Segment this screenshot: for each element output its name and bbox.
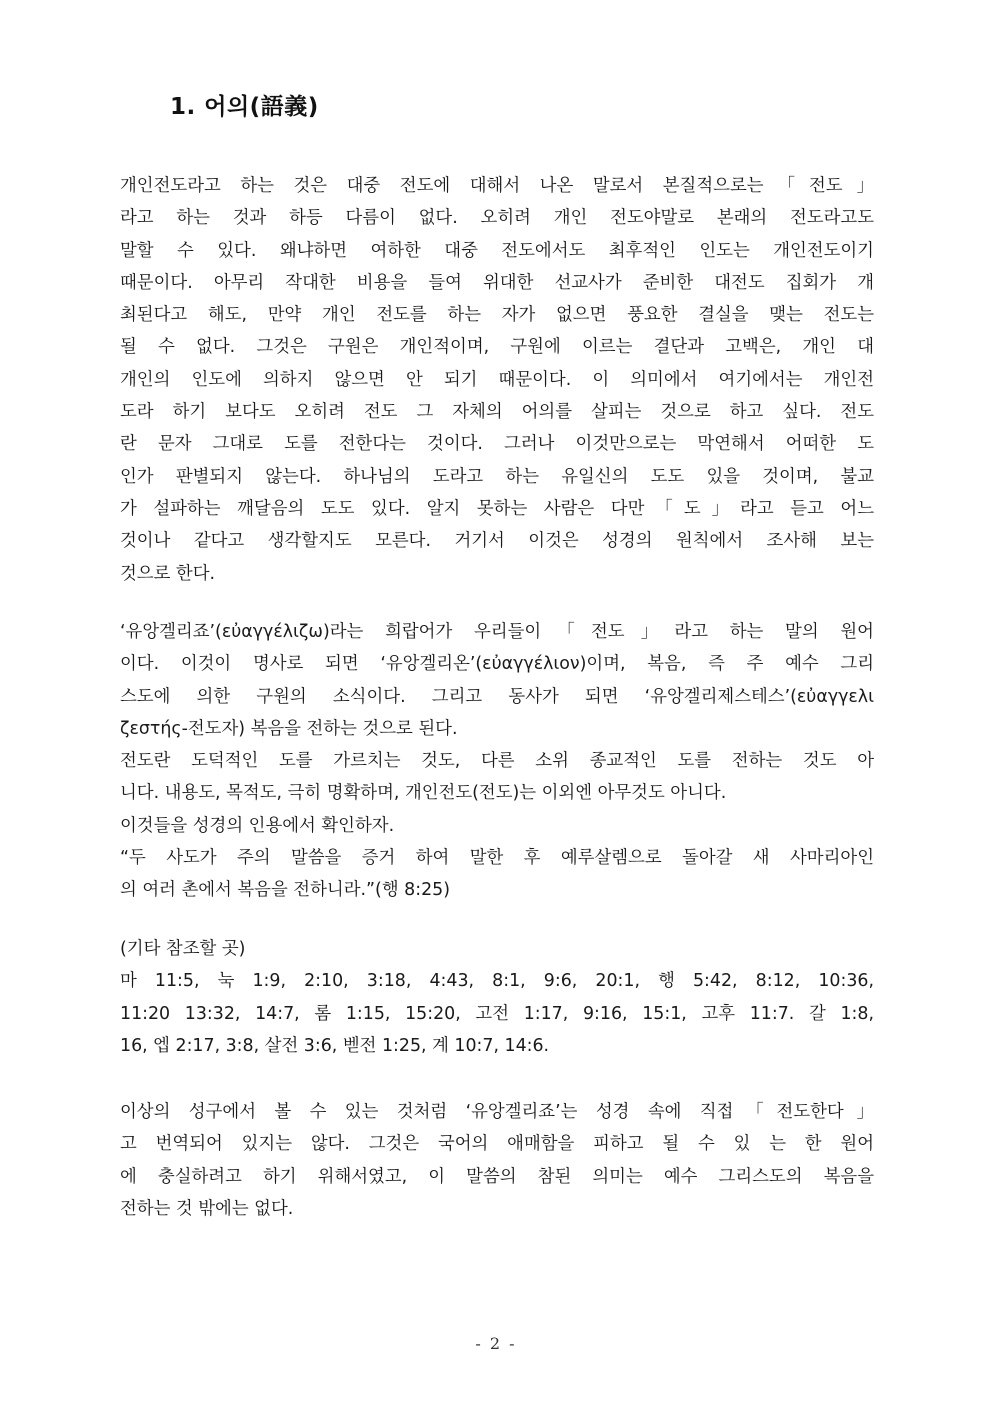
text-line: 16, 엡 2:17, 3:8, 살전 3:6, 벧전 1:25, 계 10:7, 14:6. <box>120 1035 550 1056</box>
text-line: 될 수 없다. 그것은 구원은 개인적이며, 구원에 이르는 결단과 고백은, 개인 대 <box>120 337 874 358</box>
text-line: 가 설파하는 깨달음의 도도 있다. 알지 못하는 사람은 다만「도」라고 듣고 어느 <box>120 498 874 519</box>
paragraph-references <box>120 933 874 1062</box>
text-line: 개인전도라고 하는 것은 대중 전도에 대해서 나온 말로서 본질적으로는「전도」 <box>120 176 874 196</box>
section-title: 1. 어의(語義) <box>170 94 319 120</box>
text-line: ζεστής-전도자) 복음을 전하는 것으로 된다. <box>120 718 458 739</box>
paragraph-definition <box>120 170 874 590</box>
text-line: 이다. 이것이 명사로 되면 ‘유앙겔리온’(εὐαγγέλιον)이며, 복음, 즉 주 예수 그리 <box>120 654 874 675</box>
text-line: 것으로 한다. <box>120 563 216 584</box>
text-line: 때문이다. 아무리 작대한 비용을 들여 위대한 선교사가 준비한 대전도 집회가 개 <box>120 272 874 293</box>
text-line: 고 번역되어 있지는 않다. 그것은 국어의 애매함을 피하고 될 수 있 는 한 원어 <box>120 1134 874 1155</box>
text-line: 개인의 인도에 의하지 않으면 안 되기 때문이다. 이 의미에서 여기에서는 개인전 <box>120 369 874 390</box>
text-line: “두 사도가 주의 말씀을 증거 하여 말한 후 예루살렘으로 돌아갈 새 사마리아인 <box>120 848 874 869</box>
text-line: 말할 수 있다. 왜냐하면 여하한 대중 전도에서도 최후적인 인도는 개인전도이기 <box>120 240 874 261</box>
text-line: 의 여러 촌에서 복음을 전하니라.”(행 8:25) <box>120 880 450 901</box>
paragraph-greek-term <box>120 616 874 907</box>
text-line: (기타 참조할 곳) <box>120 939 246 959</box>
text-line: 란 문자 그대로 도를 전한다는 것이다. 그러나 이것만으로는 막연해서 어떠한 도 <box>120 434 874 455</box>
text-line: 스도에 의한 구원의 소식이다. 그리고 동사가 되면 ‘유앙겔리제스테스’(εὐαγγελι <box>120 686 874 707</box>
text-line: 인가 판별되지 않는다. 하나님의 도라고 하는 유일신의 도도 있을 것이며, 불교 <box>120 466 874 487</box>
text-line: ‘유앙겔리죠’(εὐαγγέλιζω)라는 희랍어가 우리들이「전도」라고 하는 말의 원어 <box>120 622 874 642</box>
text-line: 11:20 13:32, 14:7, 롬 1:15, 15:20, 고전 1:17, 9:16, 15:1, 고후 11:7. 갈 1:8, <box>120 1003 874 1024</box>
text-line: 에 충실하려고 하기 위해서였고, 이 말씀의 참된 의미는 예수 그리스도의 복음을 <box>120 1166 874 1187</box>
text-line: 니다. 내용도, 목적도, 극히 명확하며, 개인전도(전도)는 이외엔 아무것도 아니다. <box>120 783 727 804</box>
text-line: 것이나 같다고 생각할지도 모른다. 거기서 이것은 성경의 원칙에서 조사해 보는 <box>120 531 874 552</box>
text-line: 도라 하기 보다도 오히려 전도 그 자체의 어의를 살피는 것으로 하고 싶다. 전도 <box>120 402 874 423</box>
text-line: 전도란 도덕적인 도를 가르치는 것도, 다른 소위 종교적인 도를 전하는 것도 아 <box>120 751 874 772</box>
text-line: 이상의 성구에서 볼 수 있는 것처럼 ‘유앙겔리죠’는 성경 속에 직접「전도한다」 <box>120 1102 874 1122</box>
text-line: 전하는 것 밖에는 없다. <box>120 1198 294 1219</box>
text-line: 라고 하는 것과 하등 다름이 없다. 오히려 개인 전도야말로 본래의 전도라고도 <box>120 208 874 229</box>
text-line: 이것들을 성경의 인용에서 확인하자. <box>120 815 395 836</box>
paragraph-conclusion <box>120 1096 874 1225</box>
text-line: 마 11:5, 눅 1:9, 2:10, 3:18, 4:43, 8:1, 9:6, 20:1, 행 5:42, 8:12, 10:36, <box>120 971 874 992</box>
page-number: - 2 - <box>475 1334 517 1353</box>
text-line: 최된다고 해도, 만약 개인 전도를 하는 자가 없으면 풍요한 결실을 맺는 전도는 <box>120 305 874 326</box>
